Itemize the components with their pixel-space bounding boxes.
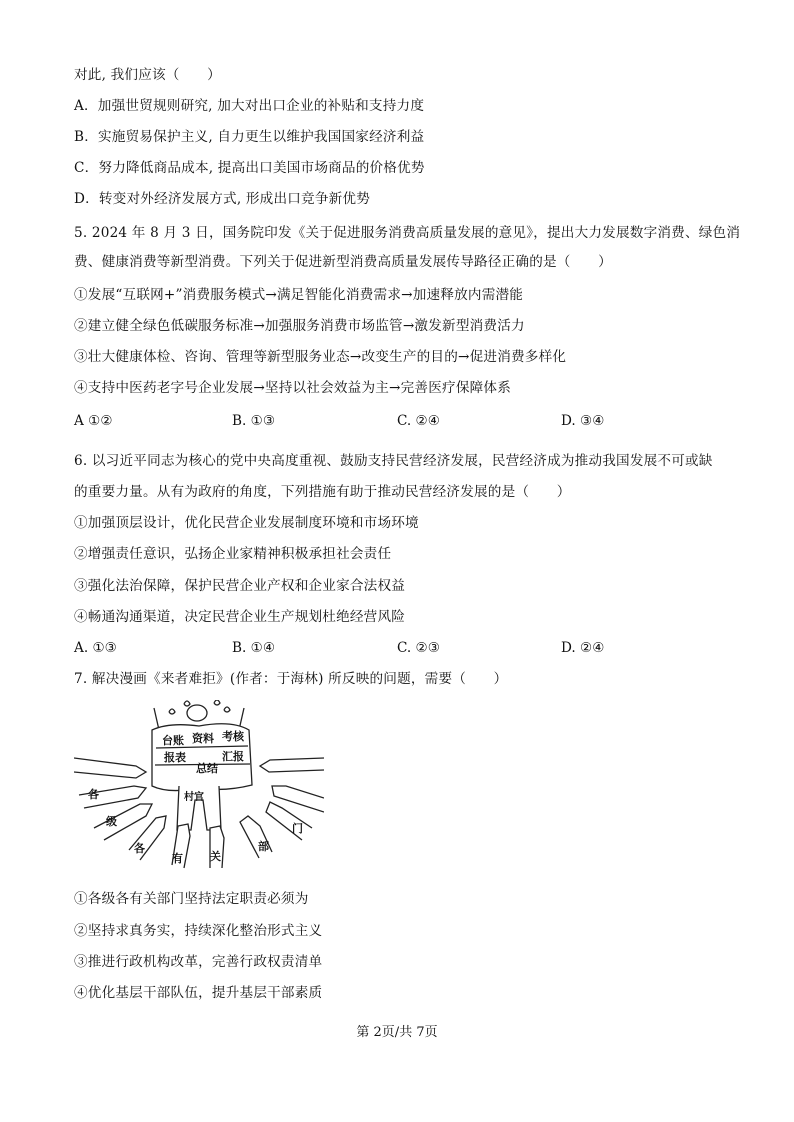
cartoon-hand-2: 级 xyxy=(106,815,117,828)
cartoon-hand-7: 门 xyxy=(292,822,303,835)
hand-left-1 xyxy=(74,758,146,778)
hand-right-4 xyxy=(260,758,324,772)
q6-item-3: ③强化法治保障，保护民营企业产权和企业家合法权益 xyxy=(74,578,406,594)
q5-item-4: ④支持中医药老字号企业发展→坚持以社会效益为主→完善医疗保障体系 xyxy=(74,380,511,396)
q5-stem-line2: 费、健康消费等新型消费。下列关于促进新型消费高质量发展传导路径正确的是（ ） xyxy=(74,254,612,270)
q6-item-1: ①加强顶层设计，优化民营企业发展制度环境和市场环境 xyxy=(74,515,419,531)
q6-stem-line2: 的重要力量。从有为政府的角度，下列措施有助于推动民营经济发展的是（ ） xyxy=(74,484,571,500)
q6-choice-b: B. ①④ xyxy=(232,640,276,656)
cartoon-label-3: 考核 xyxy=(222,730,244,743)
q7-item-3: ③推进行政机构改革，完善行政权责清单 xyxy=(74,954,323,970)
q7-item-4: ④优化基层干部队伍，提升基层干部素质 xyxy=(74,985,323,1001)
q5-item-1: ①发展“互联网+”消费服务模式→满足智能化消费需求→加速释放内需潜能 xyxy=(74,287,524,303)
cartoon-hand-5: 关 xyxy=(210,850,221,863)
cartoon-label-2: 资料 xyxy=(192,732,214,745)
hand-right-2 xyxy=(266,802,312,840)
q4-option-a: A．加强世贸规则研究, 加大对出口企业的补贴和支持力度 xyxy=(74,98,425,114)
q6-item-4: ④畅通沟通渠道，决定民营企业生产规划杜绝经营风险 xyxy=(74,609,406,625)
cartoon-label-6: 汇报 xyxy=(222,750,244,763)
q6-choice-d: D. ②④ xyxy=(561,640,605,656)
q5-item-3: ③壮大健康体检、咨询、管理等新型服务业态→改变生产的目的→促进消费多样化 xyxy=(74,349,567,365)
q5-choice-b: B. ①③ xyxy=(232,413,276,429)
q6-choice-c: C. ②③ xyxy=(397,640,440,656)
q5-stem-line1: 5. 2024 年 8 月 3 日，国务院印发《关于促进服务消费高质量发展的意见》，提出大力发展数字消费、绿色消 xyxy=(74,225,741,241)
q5-choice-d: D. ③④ xyxy=(561,413,605,429)
q4-option-b: B．实施贸易保护主义, 自力更生以维护我国国家经济利益 xyxy=(74,129,425,145)
q6-item-2: ②增强责任意识，弘扬企业家精神积极承担社会责任 xyxy=(74,546,392,562)
cartoon-illustration xyxy=(74,700,324,870)
q7-item-2: ②坚持求真务实，持续深化整治形式主义 xyxy=(74,923,323,939)
q4-option-c: C．努力降低商品成本, 提高出口美国市场商品的价格优势 xyxy=(74,160,425,176)
q4-option-d: D．转变对外经济发展方式, 形成出口竞争新优势 xyxy=(74,191,371,207)
q7-stem: 7. 解决漫画《来者难拒》(作者：于海林) 所反映的问题，需要（ ） xyxy=(74,671,508,687)
cartoon-label-7: 村官 xyxy=(184,792,204,803)
q7-item-1: ①各级各有关部门坚持法定职责必须为 xyxy=(74,891,309,907)
cartoon-hand-1: 各 xyxy=(88,788,99,801)
page-footer: 第 2页/共 7页 xyxy=(356,1025,438,1040)
q5-choice-c: C. ②④ xyxy=(397,413,440,429)
cartoon-hand-6: 部 xyxy=(258,840,269,853)
q4-tail: 对此, 我们应该（ ） xyxy=(74,67,221,83)
head-shape xyxy=(187,705,207,721)
cartoon-label-5: 总结 xyxy=(196,762,218,775)
q6-choice-a: A. ①③ xyxy=(74,640,117,656)
cartoon-hand-4: 有 xyxy=(172,852,183,865)
cartoon-label-1: 台账 xyxy=(162,734,184,747)
cartoon-hand-3: 各 xyxy=(134,842,145,855)
q5-choice-a: A ①② xyxy=(74,413,113,429)
cartoon-label-4: 报表 xyxy=(164,751,186,764)
q5-item-2: ②建立健全绿色低碳服务标准→加强服务消费市场监管→激发新型消费活力 xyxy=(74,318,525,334)
q6-stem-line1: 6. 以习近平同志为核心的党中央高度重视、鼓励支持民营经济发展，民营经济成为推动我国发展不可或缺 xyxy=(74,453,713,469)
